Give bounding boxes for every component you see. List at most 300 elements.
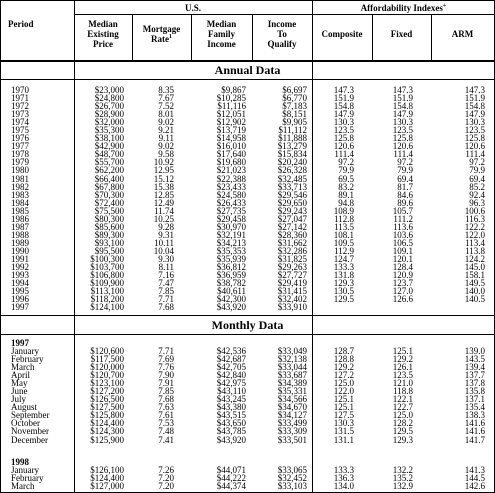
annual-composite-cell: 123.5 [333, 125, 354, 136]
annual-price-col [74, 86, 124, 311]
monthly-1997-qualify-cell: $32,138 [277, 354, 307, 365]
monthly-1997-arm-cell: 139.4 [464, 362, 485, 373]
annual-income-cell: $9,867 [221, 85, 246, 95]
header-median-existing-price [74, 19, 132, 49]
annual-fixed-cell: 111.2 [393, 213, 413, 224]
annual-qualify-cell: $26,328 [277, 165, 307, 176]
monthly-1998-qualify-cell: $33,103 [277, 481, 307, 492]
annual-income-cell: $22,388 [216, 173, 246, 184]
annual-arm-cell: 85.2 [469, 181, 485, 192]
annual-income-cell: $27,735 [216, 205, 246, 216]
monthly-1997-rate-cell: 7.48 [158, 426, 174, 437]
annual-qualify-cell: $6,770 [282, 93, 307, 104]
monthly-1997-qualify-cell: $34,127 [277, 410, 307, 421]
annual-composite-cell: 120.6 [333, 141, 354, 152]
monthly-1998-arm-cell: 144.5 [464, 473, 485, 484]
monthly-1998-qualify-cell: $33,065 [277, 465, 307, 475]
monthly-1997-composite-cell: 122.0 [333, 386, 354, 397]
annual-rate-cell: 12.49 [153, 197, 174, 208]
annual-qualify-cell: $31,415 [277, 286, 307, 297]
monthly-1997-income-cell: $42,840 [216, 370, 246, 381]
header-income-l3: Income [207, 39, 236, 49]
monthly-1997-rate-cell: 7.90 [158, 370, 174, 381]
monthly-1997-qualify-cell: $33,044 [277, 362, 307, 373]
annual-rate-cell: 15.12 [153, 173, 174, 184]
monthly-1997-arm-cell: 137.8 [464, 378, 485, 389]
annual-income-cell: $32,191 [216, 229, 246, 240]
annual-arm-cell: 154.8 [464, 101, 485, 112]
annual-price-cell: $103,700 [90, 262, 124, 273]
annual-income-cell: $23,433 [216, 181, 246, 192]
monthly-1998-arm-cell: 141.3 [464, 465, 485, 475]
annual-qualify-cell: $33,910 [277, 302, 307, 313]
annual-price-cell: $80,300 [94, 213, 124, 224]
annual-income-cell: $19,680 [216, 157, 246, 168]
annual-income-cell: $17,640 [216, 149, 246, 160]
monthly-1997-rate-cell: 7.85 [158, 386, 174, 397]
rule-monthly-under [0, 334, 495, 335]
annual-price-cell: $106,800 [90, 270, 124, 281]
monthly-1997-price-cell: $120,700 [90, 370, 124, 381]
annual-period-cell: 1994 [11, 278, 29, 289]
monthly-1997-arm-cell: 143.5 [464, 354, 485, 365]
header-mortgage-rate [132, 24, 191, 44]
annual-composite-cell: 113.5 [334, 221, 354, 232]
monthly-1998-composite-cell: 133.3 [333, 465, 354, 475]
monthly-1997-rate-cell: 7.61 [158, 410, 174, 421]
annual-rate-cell: 7.85 [158, 286, 174, 297]
monthly-1997-fixed-cell: 129.2 [392, 354, 413, 365]
monthly-1998-period-cell: March [11, 481, 35, 492]
annual-period-cell: 1990 [11, 245, 29, 256]
monthly-1998-rate-col [132, 466, 174, 490]
annual-arm-cell: 122.0 [464, 229, 485, 240]
annual-composite-cell: 83.2 [338, 181, 354, 192]
rule-monthly-top [0, 315, 495, 316]
annual-arm-cell: 149.5 [464, 278, 485, 289]
monthly-1997-rate-cell: 7.71 [158, 346, 174, 356]
annual-fixed-cell: 103.6 [392, 229, 413, 240]
annual-period-cell: 1986 [11, 213, 29, 224]
annual-composite-cell: 112.9 [334, 245, 354, 256]
annual-income-cell: $38,782 [216, 278, 246, 289]
annual-composite-cell: 79.9 [338, 165, 354, 176]
header-afford-group [312, 3, 495, 13]
annual-arm-cell: 140.5 [464, 294, 485, 305]
annual-income-cell: $36,812 [216, 262, 246, 273]
annual-rate-cell: 7.16 [158, 270, 174, 281]
annual-period-col [11, 86, 71, 311]
annual-income-cell: $21,023 [216, 165, 246, 176]
annual-price-cell: $72,400 [94, 197, 124, 208]
annual-period-cell: 1973 [11, 109, 29, 120]
monthly-1997-price-cell: $120,600 [90, 346, 124, 356]
annual-rate-cell: 10.11 [154, 237, 174, 248]
annual-period-cell: 1992 [11, 262, 29, 273]
annual-period-cell: 1981 [11, 173, 29, 184]
annual-period-cell: 1996 [11, 294, 29, 305]
monthly-1998-income-cell: $44,071 [216, 465, 246, 475]
annual-income-cell: $14,958 [216, 133, 246, 144]
annual-period-cell: 1974 [11, 117, 29, 128]
monthly-1997-qualify-cell: $34,389 [277, 378, 307, 389]
header-qualify-l1: Income [267, 19, 297, 29]
annual-qualify-cell: $11,112 [278, 125, 307, 136]
annual-arm-cell: 97.2 [469, 157, 485, 168]
annual-price-cell: $26,700 [94, 101, 124, 112]
monthly-1998-fixed-cell: 132.9 [392, 481, 413, 492]
annual-rate-cell: 12.85 [153, 189, 174, 200]
annual-qualify-cell: $27,142 [277, 221, 307, 232]
header-rate-label: Mortgage Rate [142, 24, 181, 44]
annual-price-cell: $24,800 [94, 93, 124, 104]
annual-qualify-cell: $20,240 [277, 157, 307, 168]
annual-qualify-cell: $32,485 [277, 173, 307, 184]
monthly-1998-arm-cell: 142.6 [464, 481, 485, 492]
annual-price-cell: $38,100 [94, 133, 124, 144]
header-us-group: U.S. [184, 3, 201, 13]
annual-price-cell: $85,600 [94, 221, 124, 232]
header-price-l3: Price [93, 39, 113, 49]
annual-composite-cell: 69.5 [338, 173, 354, 184]
annual-arm-cell: 100.6 [464, 205, 485, 216]
monthly-1997-period-cell: October [11, 418, 40, 429]
monthly-1997-arm-cell: 137.1 [464, 394, 485, 405]
annual-price-cell: $55,700 [94, 157, 124, 168]
monthly-1997-fixed-cell: 126.1 [392, 362, 413, 373]
rule-annual-under [0, 79, 495, 80]
monthly-1998-price-cell: $126,100 [90, 465, 124, 475]
annual-composite-cell: 154.8 [333, 101, 354, 112]
annual-qualify-cell: $15,834 [277, 149, 307, 160]
monthly-1997-fixed-cell: 123.5 [392, 370, 413, 381]
annual-qualify-cell: $29,243 [277, 205, 307, 216]
annual-period-cell: 1977 [11, 141, 29, 152]
annual-rate-cell: 9.02 [158, 141, 174, 152]
annual-price-cell: $62,200 [94, 165, 124, 176]
monthly-1997-income-cell: $42,705 [216, 362, 246, 373]
annual-arm-cell: 111.4 [465, 149, 485, 160]
annual-price-cell: $124,100 [90, 302, 124, 313]
annual-rate-col [132, 86, 174, 311]
annual-fixed-cell: 113.6 [393, 221, 413, 232]
annual-qualify-cell: $8,151 [282, 109, 307, 120]
monthly-1997-fixed-cell: 125.0 [392, 410, 413, 421]
annual-rate-cell: 9.21 [158, 125, 174, 136]
monthly-1997-qualify-cell: $34,670 [277, 402, 307, 413]
annual-qualify-cell: $32,286 [277, 245, 307, 256]
monthly-1997-qualify-cell: $34,566 [277, 394, 307, 405]
annual-qualify-cell: $27,047 [277, 213, 307, 224]
monthly-1998-composite-cell: 136.3 [333, 473, 354, 484]
annual-price-cell: $70,300 [94, 189, 124, 200]
header-composite: Composite [321, 29, 363, 39]
monthly-1997-qualify-cell: $33,501 [277, 434, 307, 445]
annual-composite-col [312, 86, 354, 303]
annual-composite-cell: 112.8 [334, 213, 354, 224]
annual-period-cell: 1972 [11, 101, 29, 112]
header-rate-note: 1 [169, 34, 172, 40]
monthly-1997-composite-cell: 125.1 [333, 402, 354, 413]
monthly-1998-rate-cell: 7.20 [158, 473, 174, 484]
annual-rate-cell: 10.25 [153, 213, 174, 224]
annual-fixed-cell: 151.9 [392, 93, 413, 104]
annual-composite-cell: 129.5 [333, 294, 354, 305]
annual-arm-cell: 147.9 [464, 109, 485, 120]
monthly-1998-arm-col [431, 466, 485, 490]
monthly-1997-arm-cell: 138.3 [464, 410, 485, 421]
annual-income-cell: $35,353 [216, 245, 246, 256]
monthly-1997-composite-cell: 127.5 [333, 410, 354, 421]
annual-price-cell: $66,400 [94, 173, 124, 184]
header-qualify-l3: Qualify [267, 39, 297, 49]
monthly-1998-income-col [191, 466, 246, 490]
monthly-1997-fixed-cell: 129.3 [392, 434, 413, 445]
header-income-l2: Family [208, 29, 235, 39]
annual-period-cell: 1984 [11, 197, 29, 208]
header-median-family-income [191, 19, 252, 49]
annual-income-cell: $43,920 [216, 302, 246, 313]
monthly-1997-income-cell: $43,920 [216, 434, 246, 445]
monthly-1998-fixed-cell: 132.2 [392, 465, 413, 475]
monthly-1997-period-cell: July [11, 394, 27, 405]
header-arm: ARM [451, 29, 474, 39]
monthly-1997-rate-cell: 7.41 [158, 434, 174, 445]
monthly-1997-period-cell: May [11, 378, 28, 389]
annual-income-cell: $11,116 [217, 101, 246, 112]
annual-price-cell: $118,200 [90, 294, 124, 305]
annual-income-cell: $12,051 [216, 109, 246, 120]
monthly-1997-composite-cell: 125.0 [333, 378, 354, 389]
annual-price-cell: $89,300 [94, 229, 124, 240]
annual-arm-cell: 147.3 [464, 85, 485, 95]
monthly-1997-fixed-cell: 125.1 [392, 346, 413, 356]
annual-rate-cell: 9.30 [158, 253, 174, 264]
annual-price-cell: $32,000 [94, 117, 124, 128]
monthly-1997-period-cell: March [11, 362, 35, 373]
monthly-1997-income-cell: $43,110 [217, 386, 246, 397]
annual-income-cell: $35,939 [216, 253, 246, 264]
monthly-1998-qualify-col [252, 466, 307, 490]
annual-rate-cell: 7.71 [158, 294, 174, 305]
monthly-1997-composite-cell: 131.1 [333, 434, 354, 445]
monthly-1997-arm-cell: 135.8 [464, 386, 485, 397]
annual-qualify-cell: $29,419 [277, 278, 307, 289]
annual-qualify-cell: $31,825 [277, 253, 307, 264]
annual-income-cell: $26,433 [216, 197, 246, 208]
annual-rate-cell: 8.35 [158, 85, 174, 95]
annual-price-cell: $28,900 [94, 109, 124, 120]
rule-top [0, 0, 495, 1]
header-fixed: Fixed [390, 29, 413, 39]
annual-fixed-cell: 97.2 [397, 157, 413, 168]
monthly-1998-rate-cell: 7.26 [158, 465, 174, 475]
monthly-1997-rate-cell: 7.68 [158, 394, 174, 405]
annual-arm-cell: 130.3 [464, 117, 485, 128]
annual-data-title: Annual Data [214, 63, 281, 77]
annual-arm-cell: 113.8 [465, 245, 485, 256]
monthly-year-1998: 1998 [11, 457, 29, 467]
monthly-1997-qualify-cell: $33,499 [277, 418, 307, 429]
annual-composite-cell: 108.1 [333, 229, 354, 240]
annual-period-cell: 1980 [11, 165, 29, 176]
annual-fixed-cell: 127.0 [392, 286, 413, 297]
monthly-1997-arm-cell: 141.6 [464, 418, 485, 429]
annual-arm-cell: 79.9 [469, 165, 485, 176]
annual-fixed-cell: 120.6 [392, 141, 413, 152]
monthly-1997-period-cell: December [11, 434, 48, 445]
annual-composite-cell: 125.8 [333, 133, 354, 144]
annual-income-cell: $13,719 [216, 125, 246, 136]
monthly-1998-rate-cell: 7.20 [158, 481, 174, 492]
annual-fixed-cell: 125.8 [392, 133, 413, 144]
annual-rate-cell: 7.52 [158, 101, 174, 112]
annual-income-cell: $34,213 [216, 237, 246, 248]
annual-arm-cell: 123.5 [464, 125, 485, 136]
header-income-to-qualify [252, 19, 312, 49]
monthly-1998-fixed-col [372, 466, 413, 490]
annual-arm-cell: 140.0 [464, 286, 485, 297]
annual-qualify-cell: $13,279 [277, 141, 307, 152]
annual-price-cell: $113,100 [90, 286, 124, 297]
annual-qualify-col [252, 86, 307, 311]
monthly-1997-fixed-cell: 128.2 [392, 418, 413, 429]
annual-qualify-cell: $29,546 [277, 189, 307, 200]
annual-price-cell: $93,100 [94, 237, 124, 248]
monthly-1997-price-cell: $127,200 [90, 386, 124, 397]
annual-period-cell: 1975 [11, 125, 29, 136]
annual-period-cell: 1976 [11, 133, 29, 144]
annual-fixed-cell: 84.6 [397, 189, 413, 200]
annual-fixed-cell: 154.8 [392, 101, 413, 112]
monthly-1997-rate-cell: 7.53 [158, 418, 174, 429]
annual-price-cell: $42,900 [94, 141, 124, 152]
annual-rate-cell: 7.47 [158, 278, 174, 289]
monthly-1998-income-cell: $44,222 [216, 473, 246, 484]
monthly-data-title: Monthly Data [211, 318, 284, 332]
monthly-1998-period-col [11, 466, 73, 490]
annual-rate-cell: 10.04 [153, 245, 174, 256]
annual-rate-cell: 7.68 [158, 302, 174, 313]
annual-composite-cell: 89.1 [338, 189, 354, 200]
annual-arm-cell: 124.2 [464, 253, 485, 264]
monthly-1998-qualify-cell: $32,452 [277, 473, 307, 484]
monthly-1997-period-cell: April [11, 370, 30, 381]
annual-arm-cell: 122.2 [464, 221, 485, 232]
annual-qualify-cell: $7,183 [282, 101, 307, 112]
monthly-1997-period-cell: January [11, 346, 39, 356]
monthly-1997-income-cell: $43,515 [216, 410, 246, 421]
annual-rate-cell: 15.38 [153, 181, 174, 192]
monthly-1998-composite-col [312, 466, 354, 490]
annual-composite-cell: 130.3 [333, 117, 354, 128]
annual-period-cell: 1983 [11, 189, 29, 200]
monthly-1997-price-cell: $125,800 [90, 410, 124, 421]
annual-price-cell: $100,300 [90, 253, 124, 264]
monthly-1997-composite-col [312, 347, 354, 444]
annual-qualify-cell: $29,263 [277, 262, 307, 273]
monthly-1997-qualify-col [252, 347, 307, 444]
annual-fixed-cell: 81.7 [397, 181, 413, 192]
annual-rate-cell: 8.11 [158, 262, 174, 273]
annual-composite-cell: 111.4 [334, 149, 354, 160]
monthly-1998-period-cell: February [11, 473, 44, 484]
annual-income-cell: $12,902 [216, 117, 246, 128]
annual-qualify-cell: $29,650 [277, 197, 307, 208]
annual-income-cell: $16,010 [216, 141, 246, 152]
monthly-1997-composite-cell: 129.2 [333, 362, 354, 373]
monthly-1997-rate-cell: 7.76 [158, 362, 174, 373]
annual-income-cell: $40,611 [217, 286, 246, 297]
monthly-1997-composite-cell: 130.3 [333, 418, 354, 429]
annual-arm-cell: 92.4 [469, 189, 485, 200]
monthly-1998-income-cell: $44,374 [216, 481, 246, 492]
annual-fixed-cell: 69.4 [397, 173, 413, 184]
annual-fixed-cell: 123.7 [392, 278, 413, 289]
header-price-l2: Existing [87, 29, 119, 39]
annual-qualify-cell: $28,360 [277, 229, 307, 240]
annual-rate-cell: 9.58 [158, 149, 174, 160]
monthly-1997-fixed-cell: 122.7 [392, 402, 413, 413]
monthly-1998-price-cell: $127,000 [90, 481, 124, 492]
monthly-1998-price-col [74, 466, 124, 490]
monthly-1997-price-cell: $124,400 [90, 418, 124, 429]
annual-composite-cell: 109.5 [333, 237, 354, 248]
annual-arm-cell: 113.4 [465, 237, 485, 248]
annual-price-cell: $109,900 [90, 278, 124, 289]
annual-composite-cell: 94.8 [338, 197, 354, 208]
monthly-1997-income-col [191, 347, 246, 444]
annual-fixed-cell: 105.7 [392, 205, 413, 216]
monthly-1997-rate-cell: 7.69 [158, 354, 174, 365]
annual-income-cell: $42,300 [216, 294, 246, 305]
annual-fixed-cell: 130.3 [392, 117, 413, 128]
annual-period-cell: 1985 [11, 205, 29, 216]
annual-period-cell: 1988 [11, 229, 29, 240]
monthly-1997-income-cell: $42,536 [216, 346, 246, 356]
monthly-1997-fixed-cell: 122.1 [392, 394, 413, 405]
monthly-1997-arm-col [431, 347, 485, 444]
monthly-1997-income-cell: $43,380 [216, 402, 246, 413]
annual-arm-cell: 69.4 [469, 173, 485, 184]
annual-arm-cell: 145.0 [464, 262, 485, 273]
monthly-1997-qualify-cell: $35,331 [277, 386, 307, 397]
annual-price-cell: $67,800 [94, 181, 124, 192]
annual-rate-cell: 12.95 [153, 165, 174, 176]
annual-composite-cell: 108.9 [333, 205, 354, 216]
annual-fixed-cell: 89.6 [397, 197, 413, 208]
annual-arm-cell: 125.8 [464, 133, 485, 144]
annual-composite-cell: 147.3 [333, 85, 354, 95]
annual-fixed-cell: 106.5 [392, 237, 413, 248]
annual-rate-cell: 10.92 [153, 157, 174, 168]
annual-rate-cell: 11.74 [154, 205, 174, 216]
annual-qualify-cell: $27,727 [277, 270, 307, 281]
monthly-1997-income-cell: $43,785 [216, 426, 246, 437]
annual-arm-cell: 120.6 [464, 141, 485, 152]
annual-composite-cell: 133.3 [333, 262, 354, 273]
annual-qualify-cell: $31,662 [277, 237, 307, 248]
annual-income-cell: $10,285 [216, 93, 246, 104]
annual-income-cell: $24,580 [216, 189, 246, 200]
monthly-1997-fixed-col [372, 347, 413, 444]
header-afford-label: Affordability Indexes [360, 3, 443, 13]
annual-composite-cell: 124.7 [333, 253, 354, 264]
annual-rate-cell: 9.02 [158, 117, 174, 128]
monthly-1997-period-cell: September [11, 410, 50, 421]
annual-period-cell: 1993 [11, 270, 29, 281]
monthly-1997-price-cell: $123,100 [90, 378, 124, 389]
